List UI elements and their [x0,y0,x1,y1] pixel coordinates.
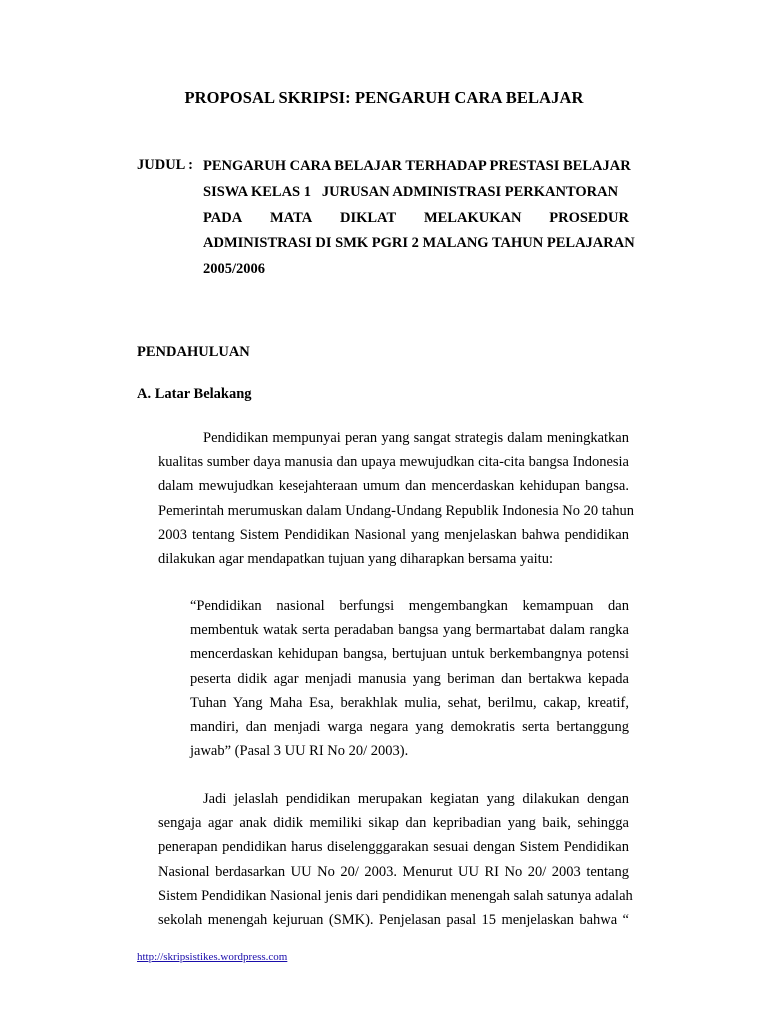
paragraph-line: dilakukan agar mendapatkan tujuan yang diharapkan bersama yaitu: [158,550,553,567]
judul-label: JUDUL : [137,157,193,173]
quote-line: “Pendidikan nasional berfungsi mengembangkan kemampuan dan [190,598,629,614]
judul-word: DIKLAT [339,209,397,226]
judul-line [203,260,629,286]
quote-line: peserta didik agar menjadi manusia yang beriman dan bertakwa kepada [190,670,629,687]
judul-word: SISWA KELAS 1 [203,183,311,200]
paragraph-line: kualitas sumber daya manusia dan upaya mewujudkan cita-cita bangsa Indonesia [158,454,629,471]
subsection-heading: A. Latar Belakang [137,386,252,402]
judul-line [203,183,629,209]
paragraph-line: sekolah menengah kejuruan (SMK). Penjelasan pasal 15 menjelaskan bahwa “ [158,911,629,928]
paragraph-line: penerapan pendidikan harus diselengggarakan sesuai dengan Sistem Pendidikan [158,839,629,856]
paragraph-line: Pemerintah merumuskan dalam Undang-Undang Republik Indonesia No 20 tahun [158,502,634,519]
judul-line [203,234,635,260]
judul-text [203,157,635,286]
judul-word: PADA [203,209,243,226]
judul-word: PROSEDUR [549,209,629,226]
paragraph-1 [158,429,634,574]
document-title: PROPOSAL SKRIPSI: PENGARUH CARA BELAJAR [184,88,584,107]
judul-word: 2005/2006 [203,261,266,278]
paragraph-line: Nasional berdasarkan UU No 20/ 2003. Menurut UU RI No 20/ 2003 tentang [158,863,629,880]
paragraph-line: sengaja agar anak didik memiliki sikap dan kepribadian yang baik, sehingga [158,815,629,832]
quote-line: Tuhan Yang Maha Esa, berakhlak mulia, sehat, berilmu, cakap, kreatif, [190,694,629,711]
judul-word: JURUSAN ADMINISTRASI PERKANTORAN [321,183,619,200]
paragraph-2 [158,790,633,935]
judul-word: MELAKUKAN [423,209,522,226]
quote-line: mandiri, dan menjadi warga negara yang demokratis serta bertanggung [190,718,629,735]
quote-block [190,597,629,766]
paragraph-line: dalam mewujudkan kesejahteraan umum dan mencerdaskan kehidupan bangsa. [158,478,629,495]
paragraph-line: 2003 tentang Sistem Pendidikan Nasional yang menjelaskan bahwa pendidikan [158,526,629,543]
judul-line [203,209,629,235]
judul-word: MATA [270,209,313,226]
quote-line: membentuk watak serta peradaban bangsa yang bermartabat dalam rangka [190,622,629,639]
judul-word: PENGARUH CARA BELAJAR TERHADAP PRESTASI BELAJAR [203,158,631,174]
paragraph-line: Sistem Pendidikan Nasional jenis dari pendidikan menengah salah satunya adalah [158,887,633,904]
section-heading: PENDAHULUAN [137,344,250,360]
paragraph-line: Jadi jelaslah pendidikan merupakan kegiatan yang dilakukan dengan [203,791,629,807]
quote-line: mencerdaskan kehidupan bangsa, bertujuan untuk berkembangnya potensi [190,646,629,663]
paragraph-line: Pendidikan mempunyai peran yang sangat strategis dalam meningkatkan [203,430,629,446]
judul-word: ADMINISTRASI DI SMK PGRI 2 MALANG TAHUN PELAJARAN [203,235,635,252]
quote-line: jawab” (Pasal 3 UU RI No 20/ 2003). [190,743,409,760]
judul-line [203,157,629,183]
footer-website-link[interactable]: http://skripsistikes.wordpress.com [137,951,288,963]
